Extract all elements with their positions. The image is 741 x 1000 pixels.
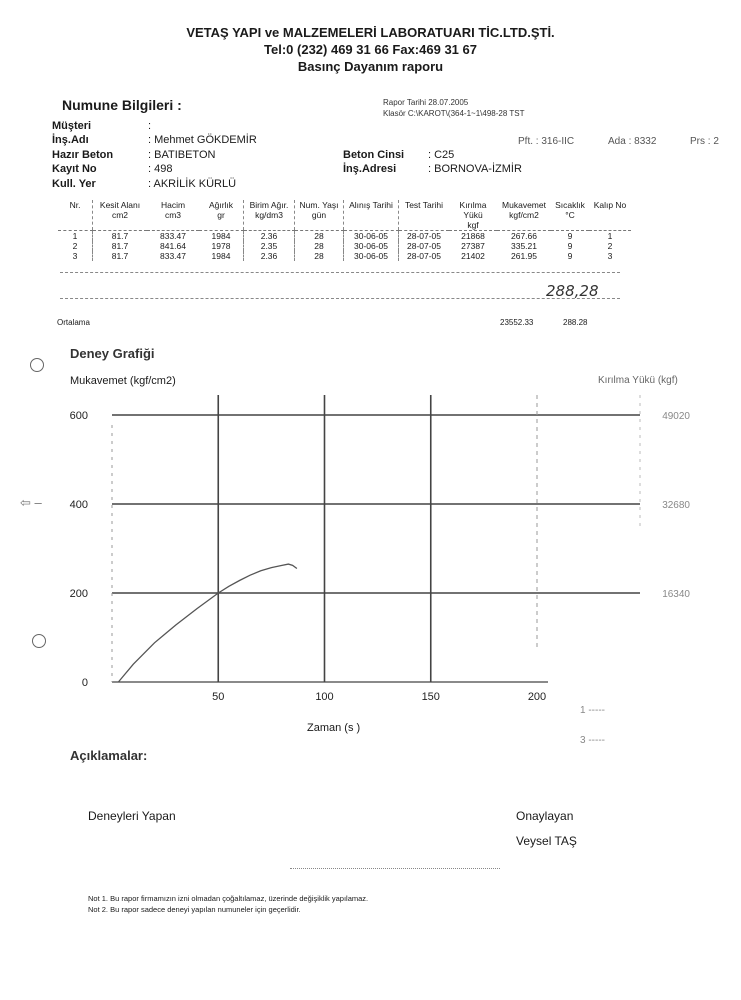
cell-nr: 1 [72, 231, 78, 241]
y2-tick-label: 32680 [662, 500, 690, 511]
report-title: Basınç Dayanım raporu [297, 59, 444, 74]
cell-volume: 841.64 [160, 241, 186, 251]
cell-unit-weight: 2.36 [244, 231, 295, 242]
header-mold-no: Kalıp No [589, 200, 631, 231]
cell-temperature: 9 [567, 241, 573, 251]
customer-value: : [148, 120, 152, 132]
cell-mold-no: 2 [607, 241, 613, 251]
approver-name: Veysel TAŞ [516, 834, 577, 848]
x-tick-label: 50 [212, 691, 225, 703]
concrete-class-value: : C25 [428, 149, 455, 161]
header-strength: Mukavemet kgf/cm2 [497, 200, 551, 231]
x-tick-label: 200 [527, 691, 547, 703]
usage-location-value: : AKRİLİK KÜRLÜ [148, 178, 237, 190]
chart-ticks [70, 410, 691, 703]
pafta: Pft. : 316-IIC [518, 136, 575, 147]
record-no-value: : 498 [148, 163, 173, 175]
header-weight: Ağırlık gr [199, 200, 244, 231]
ready-mix-value: : BATIBETON [148, 149, 216, 161]
cell-temperature: 9 [567, 231, 573, 241]
cell-sampling-date: 30-06-05 [344, 251, 399, 261]
ada: Ada : 8332 [608, 136, 657, 147]
side-note-2: 3 ----- [580, 735, 605, 746]
cell-mold-no: 1 [607, 231, 613, 241]
cell-nr: 2 [72, 241, 78, 251]
cell-strength: 261.95 [511, 251, 537, 261]
y-axis-label: Mukavemet (kgf/cm2) [70, 375, 176, 387]
construction-address-value: : BORNOVA-İZMİR [428, 163, 522, 175]
cell-sampling-date: 30-06-05 [344, 241, 399, 251]
cell-unit-weight: 2.35 [244, 241, 295, 251]
graph-title: Deney Grafiği [70, 346, 155, 361]
y2-axis-label: Kırılma Yükü (kgf) [598, 375, 678, 386]
header-breaking-load: Kırılma Yükü kgf [449, 200, 497, 231]
cell-test-date: 28-07-05 [399, 241, 450, 251]
cell-volume: 833.47 [160, 251, 186, 261]
cell-sample-age: 28 [295, 241, 344, 251]
y2-tick-label: 16340 [662, 589, 690, 600]
signature-divider [290, 868, 500, 869]
construction-name-value: : Mehmet GÖKDEMİR [148, 134, 257, 146]
y-tick-label: 600 [69, 410, 88, 422]
header-volume: Hacim cm3 [147, 200, 199, 231]
y-tick-label: 0 [81, 677, 88, 689]
x-tick-label: 100 [315, 691, 334, 703]
cell-strength: 335.21 [511, 241, 537, 251]
cell-temperature: 9 [567, 251, 573, 261]
series-line [118, 564, 297, 682]
cell-sampling-date: 30-06-05 [344, 231, 399, 242]
cell-mold-no: 3 [607, 251, 613, 261]
cell-weight: 1984 [211, 231, 231, 241]
average-breaking-load: 23552.33 [500, 318, 534, 327]
y2-tick-label: 49020 [662, 411, 690, 422]
remarks-title: Açıklamalar: [70, 748, 148, 763]
cell-unit-weight: 2.36 [244, 251, 295, 261]
cell-volume: 833.47 [160, 231, 186, 241]
y-tick-label: 200 [69, 588, 88, 600]
section-title: Numune Bilgileri : [62, 97, 182, 113]
header-test-date: Test Tarihi [399, 200, 450, 231]
x-tick-label: 150 [421, 691, 440, 703]
parsel: Prs : 2 [690, 136, 719, 147]
cell-weight: 1984 [211, 251, 231, 261]
note-2: Not 2. Bu rapor sadece deneyi yapılan numuneler için geçerlidir. [88, 905, 301, 914]
header-sample-age: Num. Yaşı gün [295, 200, 344, 231]
cell-breaking-load: 27387 [461, 241, 485, 251]
record-no-label: Kayıt No [52, 163, 97, 175]
cell-sample-age: 28 [295, 251, 344, 261]
construction-address-label: İnş.Adresi [343, 163, 397, 175]
header-sampling-date: Alınış Tarihi [344, 200, 399, 231]
cell-weight: 1978 [211, 241, 231, 251]
company-name: VETAŞ YAPI ve MALZEMELERİ LABORATUARI TİC.LTD.ŞTİ. [186, 25, 555, 40]
header-temperature: Sıcaklık °C [551, 200, 589, 231]
report-date: Rapor Tarihi 28.07.2005 [383, 98, 469, 107]
cell-section-area: 81.7 [93, 241, 148, 251]
y-tick-label: 400 [69, 499, 88, 511]
tested-by-label: Deneyleri Yapan [88, 809, 176, 823]
arrow-left-icon: ⇦ – [20, 495, 42, 510]
chart-grid [112, 395, 640, 682]
header-section-area: Kesit Alanı cm2 [93, 200, 148, 231]
cell-test-date: 28-07-05 [399, 251, 450, 261]
approved-by-label: Onaylayan [516, 809, 574, 823]
cell-breaking-load: 21868 [461, 231, 485, 241]
handwritten-average: 288,28 [546, 282, 599, 300]
average-strength: 288.28 [563, 318, 588, 327]
header-nr: Nr. [58, 200, 93, 231]
cell-nr: 3 [72, 251, 78, 261]
side-note-1: 1 ----- [580, 705, 605, 716]
customer-label: Müşteri [52, 120, 92, 132]
folder-path: Klasör C:\KAROT\(364-1~1\498-28 TST [383, 109, 525, 118]
company-contact: Tel:0 (232) 469 31 66 Fax:469 31 67 [264, 42, 477, 57]
cell-test-date: 28-07-05 [399, 231, 450, 242]
header-unit-weight: Birim Ağır. kg/dm3 [244, 200, 295, 231]
concrete-class-label: Beton Cinsi [343, 149, 405, 161]
usage-location-label: Kull. Yer [52, 178, 96, 190]
construction-name-label: İnş.Adı [52, 134, 89, 146]
cell-section-area: 81.7 [93, 231, 148, 242]
cell-breaking-load: 21402 [461, 251, 485, 261]
ready-mix-label: Hazır Beton [52, 149, 114, 161]
cell-strength: 267.66 [511, 231, 537, 241]
x-axis-label: Zaman (s ) [307, 722, 361, 734]
cell-sample-age: 28 [295, 231, 344, 242]
average-label: Ortalama [57, 318, 90, 327]
cell-section-area: 81.7 [93, 251, 148, 261]
note-1: Not 1. Bu rapor firmamızın izni olmadan çoğaltılamaz, üzerinde değişiklik yapılamaz. [88, 894, 369, 903]
